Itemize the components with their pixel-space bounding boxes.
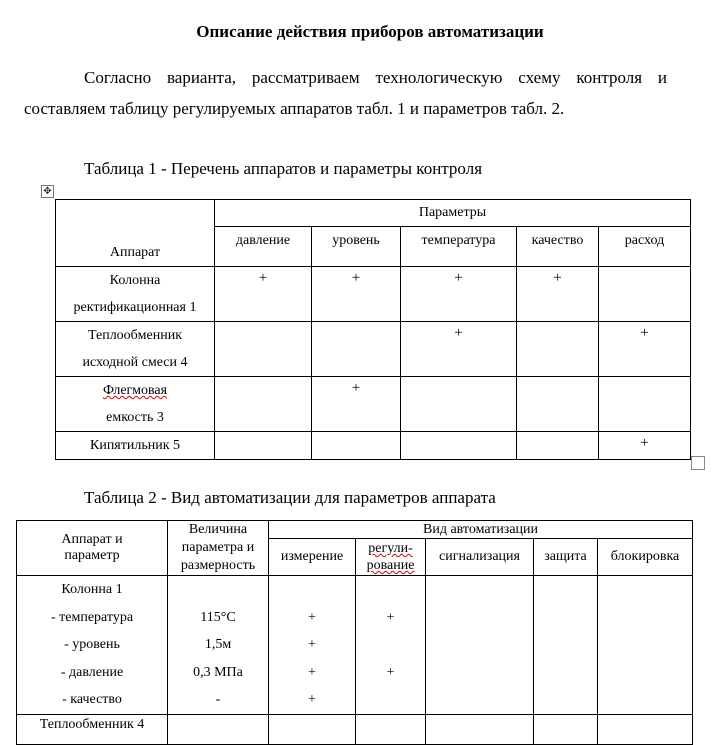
table1-cell [517,377,599,432]
table1-cell: + [312,267,401,322]
table1-cell [401,432,517,460]
table2-col-block: блокировка [598,539,693,576]
table1-cell: + [517,267,599,322]
table-row [56,432,691,460]
table2-cell [598,576,693,715]
table2-header-group: Вид автоматизации [269,521,693,539]
table-row [56,322,691,377]
table1-cell [599,377,691,432]
table2-cell [168,714,269,744]
table-move-handle-icon[interactable]: ✥ [41,185,54,198]
table2-col-measure: измерение [269,539,356,576]
table-row [56,377,691,432]
table2-cell [356,714,426,744]
table2-col-signal: сигнализация [426,539,534,576]
table2-caption: Таблица 2 - Вид автоматизации для параметров аппарата [84,488,496,507]
table1-app-cell: Теплообменник исходной смеси 4 [56,322,215,377]
table2-cell [598,714,693,744]
table1-cell [215,322,312,377]
table2-header-value: Величина параметра и размерность [168,521,269,576]
table2-cell [534,576,598,715]
table2-regul: + + [356,576,426,715]
table2-values: 115°С 1,5м 0,3 МПа - [168,576,269,715]
table1-app-cell: Колонна ректификационная 1 [56,267,215,322]
table1-cell [215,377,312,432]
table1-cell [312,322,401,377]
table-1 [55,199,691,460]
table1-header-app: Аппарат [56,200,215,267]
table1-cell [401,377,517,432]
intro-paragraph: Согласно варианта, рассматриваем технологическую схему контроля и составляем таблицу регулируемых аппаратов табл. 1 и параметров табл. 2. [24,68,667,118]
table2-col-regul: регули- рование [356,539,426,576]
table1-cell: + [599,322,691,377]
table-row [17,714,693,744]
table2-cell [269,714,356,744]
table-2 [16,520,693,745]
document-title: Описание действия приборов автоматизации [196,22,544,41]
table1-param: температура [401,227,517,267]
table2-app-params: Теплообменник 4 [17,714,168,744]
table1-param: качество [517,227,599,267]
table1-cell [599,267,691,322]
table1-app-cell: Флегмовая емкость 3 [56,377,215,432]
table1-cell: + [215,267,312,322]
table1-cell [517,322,599,377]
table-row [56,267,691,322]
table1-param: уровень [312,227,401,267]
table1-cell [517,432,599,460]
table2-cell [534,714,598,744]
table1-header-params: Параметры [215,200,691,227]
table2-app-params: Колонна 1 - температура - уровень - давление - качество [17,576,168,715]
table2-header-app: Аппарат и параметр [17,521,168,576]
table1-cell: + [401,322,517,377]
table-row [17,576,693,715]
table1-param: расход [599,227,691,267]
table1-app-cell: Кипятильник 5 [56,432,215,460]
table1-cell: + [599,432,691,460]
table1-caption: Таблица 1 - Перечень аппаратов и параметры контроля [84,159,483,178]
table2-cell [426,714,534,744]
table2-col-protect: защита [534,539,598,576]
table2-measure: + + + + [269,576,356,715]
table1-param: давление [215,227,312,267]
table1-cell: + [401,267,517,322]
table1-cell [312,432,401,460]
table2-cell [426,576,534,715]
table-resize-handle[interactable] [691,456,705,470]
table1-cell [215,432,312,460]
table1-cell: + [312,377,401,432]
